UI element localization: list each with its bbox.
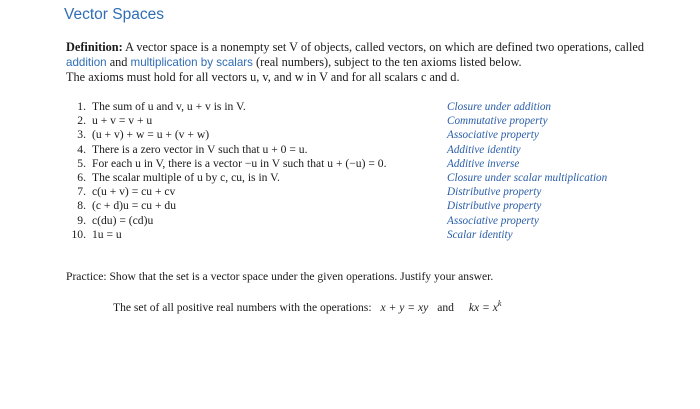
axiom-list	[64, 100, 644, 242]
axiom-text: There is a zero vector in V such that u + 0 = u.	[92, 142, 308, 156]
axiom-text: (c + d)u = cu + du	[92, 199, 177, 213]
definition-text-2: (real numbers), subject to the ten axioms listed below.	[252, 54, 522, 69]
axiom-row	[64, 214, 644, 228]
operation-conjunction: and	[437, 300, 454, 314]
axiom-property: Distributive property	[447, 200, 542, 213]
scalar-operation-exponent: k	[497, 299, 502, 308]
definition-text-1: A vector space is a nonempty set V of objects, called vectors, on which are defined two operations, called	[122, 40, 645, 54]
axiom-property: Commutative property	[447, 115, 548, 128]
axiom-number: 1.	[77, 100, 86, 113]
addition-term: addition	[66, 55, 107, 69]
scalar-operation-base: kx = x	[468, 300, 498, 314]
axiom-number: 8.	[77, 199, 86, 213]
axiom-row	[64, 143, 644, 157]
axiom-property: Associative property	[447, 214, 539, 227]
axiom-text: u + v = v + u	[92, 114, 153, 128]
axiom-property: Distributive property	[447, 186, 542, 199]
axiom-row	[64, 157, 644, 171]
axiom-number: 7.	[77, 185, 86, 199]
axiom-text: c(u + v) = cu + cv	[92, 185, 176, 199]
axiom-number: 5.	[77, 156, 86, 170]
page-title: Vector Spaces	[64, 6, 164, 23]
axiom-text: For each u in V, there is a vector −u in V such that u + (−u) = 0.	[92, 156, 387, 170]
axiom-property: Additive identity	[447, 143, 521, 156]
practice-prompt: Practice: Show that the set is a vector space under the given operations. Justify your answer.	[66, 270, 494, 283]
definition-paragraph	[66, 40, 646, 85]
axiom-number: 3.	[77, 128, 86, 142]
axiom-row	[64, 114, 644, 128]
scalar-operation	[469, 301, 502, 314]
axiom-number: 10.	[71, 227, 86, 241]
axiom-text: (u + v) + w = u + (v + w)	[92, 128, 210, 142]
axiom-text: c(du) = (cd)u	[92, 213, 154, 227]
addition-operation: x + y = xy	[380, 300, 429, 314]
multiplication-term: multiplication by scalars	[130, 55, 253, 69]
axiom-row	[64, 128, 644, 142]
axiom-row	[64, 171, 644, 185]
definition-text-3: The axioms must hold for all vectors u, v, and w in V and for all scalars c and d.	[66, 70, 460, 85]
definition-label: Definition:	[66, 40, 123, 54]
axiom-property: Scalar identity	[447, 228, 513, 241]
axiom-property: Additive inverse	[447, 157, 520, 170]
definition-and: and	[106, 54, 131, 69]
axiom-property: Associative property	[447, 129, 539, 142]
axiom-number: 4.	[77, 142, 86, 156]
axiom-row	[64, 199, 644, 213]
axiom-text: 1u = u	[92, 227, 122, 241]
axiom-text: The sum of u and v, u + v is in V.	[92, 100, 246, 113]
axiom-row	[64, 185, 644, 199]
axiom-property: Closure under scalar multiplication	[447, 171, 608, 184]
problem-text: The set of all positive real numbers with the operations:	[113, 300, 372, 314]
axiom-number: 2.	[77, 114, 86, 128]
axiom-property: Closure under addition	[447, 101, 552, 113]
axiom-number: 9.	[77, 213, 86, 227]
axiom-row	[64, 100, 644, 114]
axiom-row	[64, 228, 644, 242]
axiom-number: 6.	[77, 170, 86, 184]
axiom-text: The scalar multiple of u by c, cu, is in V.	[92, 170, 280, 184]
practice-problem	[113, 299, 501, 314]
